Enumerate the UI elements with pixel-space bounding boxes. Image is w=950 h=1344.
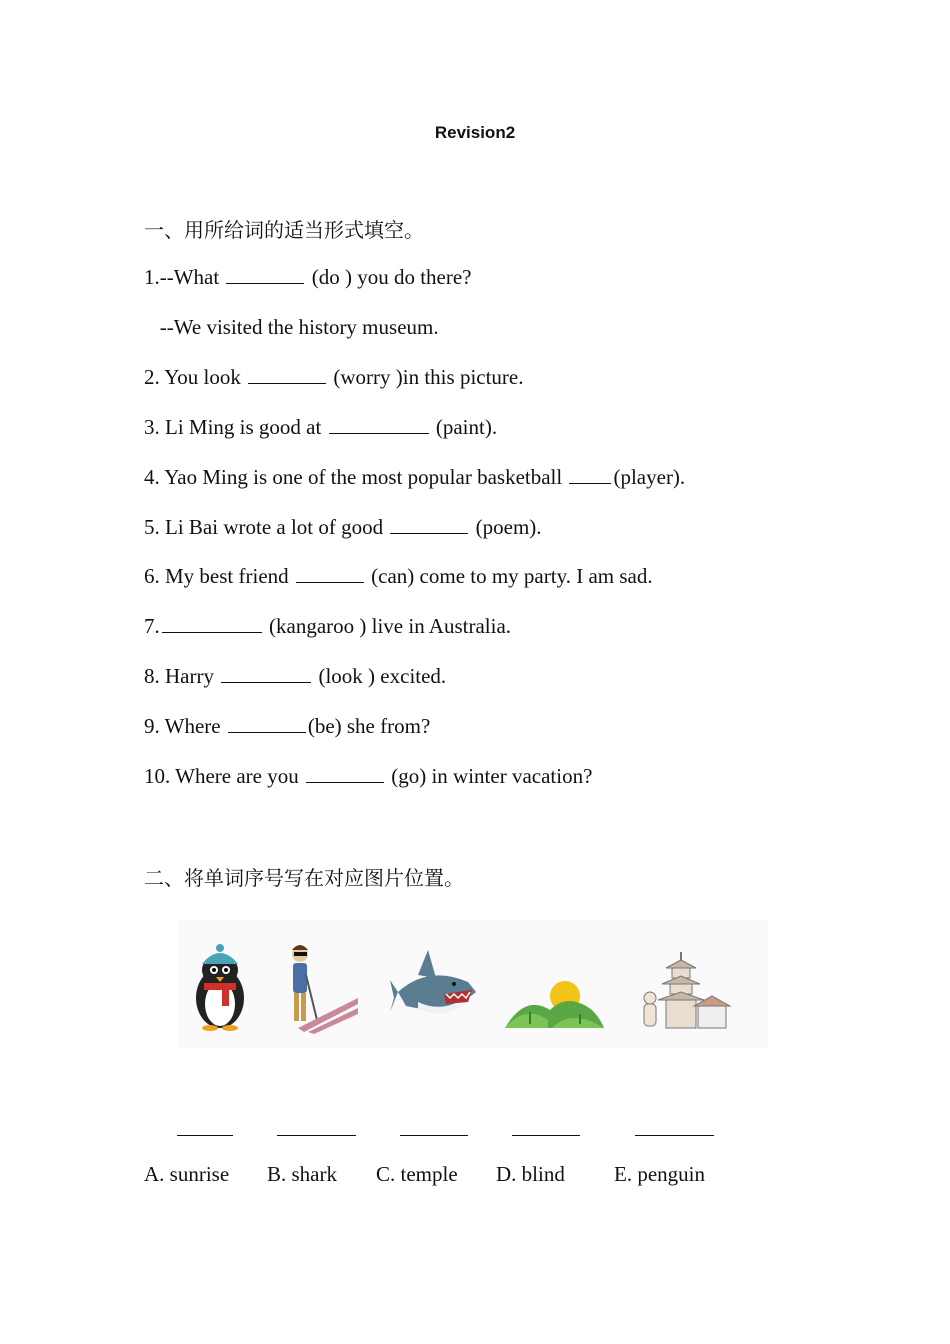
shark-icon (388, 920, 488, 1048)
question-line: 10. Where are you (go) in winter vacation? (144, 764, 593, 788)
picture-answer-blank[interactable] (512, 1135, 580, 1136)
blind-man-icon (278, 920, 378, 1048)
worksheet-title: Revision2 (434, 123, 516, 142)
option-shark: B. shark (267, 1162, 337, 1186)
picture-answer-blank[interactable] (177, 1135, 233, 1136)
question-line: 3. Li Ming is good at (paint). (144, 415, 498, 439)
picture-strip (178, 920, 768, 1048)
answer-blank[interactable] (569, 482, 611, 484)
option-sunrise: A. sunrise (144, 1162, 230, 1186)
answer-blank[interactable] (248, 382, 326, 384)
option-penguin: E. penguin (614, 1162, 705, 1186)
question-line: 2. You look (worry )in this picture. (144, 365, 524, 389)
question-line: 5. Li Bai wrote a lot of good (poem). (144, 515, 542, 539)
question-line: 9. Where (be) she from? (144, 714, 431, 738)
question-line: 8. Harry (look ) excited. (144, 664, 447, 688)
sunrise-icon (500, 920, 610, 1048)
section1-heading: 一、用所给词的适当形式填空。 (144, 218, 424, 242)
picture-answer-blank[interactable] (277, 1135, 356, 1136)
answer-blank[interactable] (228, 731, 306, 733)
answer-blank[interactable] (226, 282, 304, 284)
temple-icon (636, 920, 736, 1048)
section2-heading: 二、将单词序号写在对应图片位置。 (144, 866, 464, 890)
answer-blank[interactable] (221, 681, 311, 683)
question-line: 6. My best friend (can) come to my party. I am sad. (144, 564, 653, 588)
option-temple: C. temple (376, 1162, 458, 1186)
question-line: 7. (kangaroo ) live in Australia. (144, 614, 512, 638)
question-line: 1.--What (do ) you do there? (144, 265, 472, 289)
picture-answer-blank[interactable] (635, 1135, 714, 1136)
picture-answer-blank[interactable] (400, 1135, 468, 1136)
answer-blank[interactable] (296, 581, 364, 583)
answer-blank[interactable] (306, 781, 384, 783)
question-line: --We visited the history museum. (144, 315, 439, 339)
option-blind: D. blind (496, 1162, 565, 1186)
question-line: 4. Yao Ming is one of the most popular basketball (player). (144, 465, 686, 489)
answer-blank[interactable] (162, 631, 262, 633)
answer-blank[interactable] (329, 432, 429, 434)
answer-blank[interactable] (390, 532, 468, 534)
penguin-icon (178, 920, 278, 1048)
